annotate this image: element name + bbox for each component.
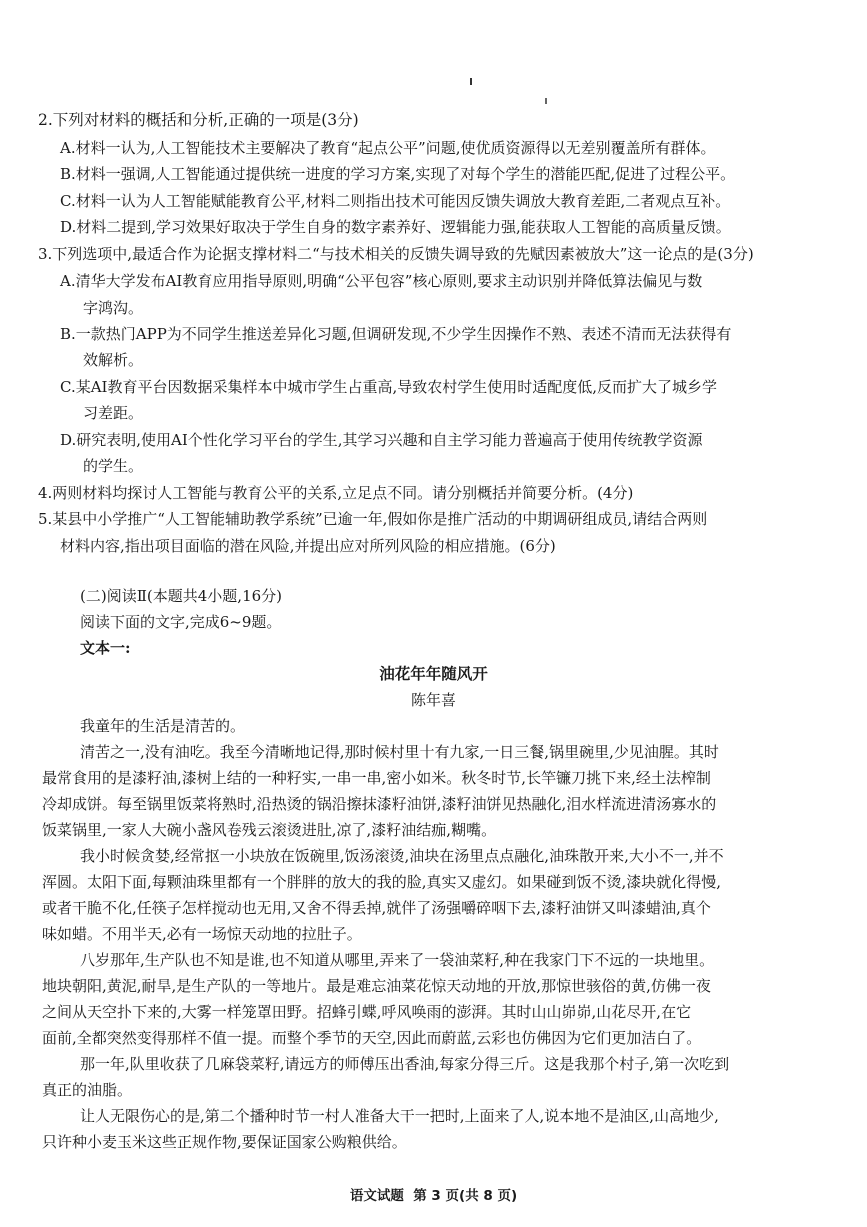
question-2-option-d: D.材料二提到,学习效果好取决于学生自身的数字素养好、逻辑能力强,能获取人工智能的高质量反馈。 [60, 218, 731, 236]
article-paragraph-line: 最常食用的是漆籽油,漆树上结的一种籽实,一串一串,密小如米。秋冬时节,长竿镰刀挑下来,经土法榨制 [42, 769, 711, 787]
question-2-option-c: C.材料一认为人工智能赋能教育公平,材料二则指出技术可能因反馈失调放大教育差距,二者观点互补。 [60, 192, 731, 210]
article-paragraph-line: 或者干脆不化,任筷子怎样搅动也无用,又舍不得丢掉,就伴了汤强嚼碎咽下去,漆籽油饼又叫漆蜡油,真个 [42, 899, 711, 917]
question-3-option-a: A.清华大学发布AI教育应用指导原则,明确“公平包容”核心原则,要求主动识别并降低算法偏见与数 [60, 272, 703, 290]
article-paragraph-line: 浑圆。太阳下面,每颗油珠里都有一个胖胖的放大的我的脸,真实又虚幻。如果碰到饭不烫,漆块就化得慢, [42, 873, 722, 891]
question-3-option-c: C.某AI教育平台因数据采集样本中城市学生占重高,导致农村学生使用时适配度低,反而扩大了城乡学 [60, 378, 718, 396]
question-3-option-c-cont: 习差距。 [83, 404, 144, 422]
article-paragraph-line: 冷却成饼。每至锅里饭菜将熟时,沿热烫的锅沿擦抹漆籽油饼,漆籽油饼见热融化,泪水样流进清汤寡水的 [42, 795, 717, 813]
article-paragraph-line: 那一年,队里收获了几麻袋菜籽,请远方的师傅压出香油,每家分得三斤。这是我那个村子,第一次吃到 [80, 1055, 730, 1073]
scan-speck [470, 78, 472, 85]
article-title: 油花年年随风开 [379, 665, 488, 683]
article-paragraph-line: 真正的油脂。 [42, 1081, 133, 1099]
article-paragraph-line: 让人无限伤心的是,第二个播种时节一村人准备大干一把时,上面来了人,说本地不是油区,山高地少, [80, 1107, 719, 1125]
article-paragraph-line: 饭菜锅里,一家人大碗小盏风卷残云滚烫进肚,凉了,漆籽油结痂,糊嘴。 [42, 821, 497, 839]
question-2-option-b: B.材料一强调,人工智能通过提供统一进度的学习方案,实现了对每个学生的潜能匹配,促进了过程公平。 [60, 165, 736, 183]
article-paragraph-line: 味如蜡。不用半天,必有一场惊天动地的拉肚子。 [42, 925, 362, 943]
article-paragraph-line: 之间从天空扑下来的,大雾一样笼罩田野。招蜂引蝶,呼风唤雨的澎湃。其时山山峁峁,山花尽开,在它 [42, 1003, 692, 1021]
scan-speck [545, 98, 547, 104]
question-3-option-b: B.一款热门APP为不同学生推送差异化习题,但调研发现,不少学生因操作不熟、表述不清而无法获得有 [60, 325, 732, 343]
question-3-option-d: D.研究表明,使用AI个性化学习平台的学生,其学习兴趣和自主学习能力普遍高于使用传统教学资源 [60, 431, 703, 449]
question-3-stem: 3.下列选项中,最适合作为论据支撑材料二“与技术相关的反馈失调导致的先赋因素被放大”这一论点的是(3分) [38, 245, 754, 263]
page-footer: 语文试题 第 3 页(共 8 页) [349, 1188, 518, 1204]
question-5-cont: 材料内容,指出项目面临的潜在风险,并提出应对所列风险的相应措施。(6分) [60, 537, 556, 555]
article-paragraph-line: 我童年的生活是清苦的。 [80, 717, 246, 735]
text-label: 文本一: [80, 639, 131, 657]
article-author: 陈年喜 [410, 691, 456, 709]
section-heading: (二)阅读Ⅱ(本题共4小题,16分) [80, 587, 283, 605]
article-paragraph-line: 只许种小麦玉米这些正规作物,要保证国家公购粮供给。 [42, 1133, 407, 1151]
article-paragraph-line: 面前,全都突然变得那样不值一提。而整个季节的天空,因此而蔚蓝,云彩也仿佛因为它们更加洁白了。 [42, 1029, 702, 1047]
section-instruction: 阅读下面的文字,完成6~9题。 [80, 613, 282, 631]
question-3-option-b-cont: 效解析。 [83, 351, 144, 369]
question-2-option-a: A.材料一认为,人工智能技术主要解决了教育“起点公平”问题,使优质资源得以无差别覆盖所有群体。 [60, 139, 716, 157]
question-5: 5.某县中小学推广“人工智能辅助教学系统”已逾一年,假如你是推广活动的中期调研组成员,请结合两则 [38, 510, 708, 528]
article-paragraph-line: 八岁那年,生产队也不知是谁,也不知道从哪里,弄来了一袋油菜籽,种在我家门下不远的一块地里。 [80, 951, 715, 969]
question-3-option-a-cont: 字鸿沟。 [83, 299, 144, 317]
article-paragraph-line: 我小时候贪婪,经常抠一小块放在饭碗里,饭汤滚烫,油块在汤里点点融化,油珠散开来,大小不一,并不 [80, 847, 724, 865]
question-4: 4.两则材料均探讨人工智能与教育公平的关系,立足点不同。请分别概括并简要分析。(4分) [38, 484, 634, 502]
question-2-stem: 2.下列对材料的概括和分析,正确的一项是(3分) [38, 111, 359, 129]
question-3-option-d-cont: 的学生。 [83, 457, 144, 475]
article-paragraph-line: 清苦之一,没有油吃。我至今清晰地记得,那时候村里十有九家,一日三餐,锅里碗里,少见油腥。其时 [80, 743, 719, 761]
article-paragraph-line: 地块朝阳,黄泥,耐旱,是生产队的一等地片。最是难忘油菜花惊天动地的开放,那惊世骇俗的黄,仿佛一夜 [42, 977, 711, 995]
